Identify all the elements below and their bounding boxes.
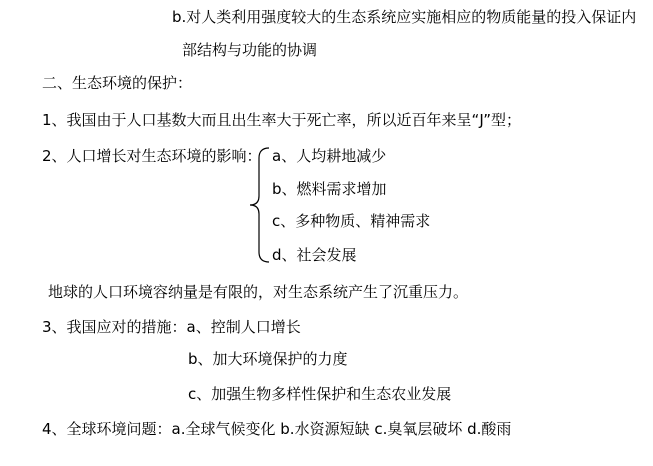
curly-brace	[247, 146, 271, 264]
intro-b-line-2: 部结构与功能的协调	[182, 41, 318, 59]
point-2-item-a: a、人均耕地减少	[272, 147, 387, 165]
point-3-item-c: c、加强生物多样性保护和生态农业发展	[188, 385, 452, 403]
point-1: 1、我国由于人口基数大而且出生率大于死亡率，所以近百年来呈“J”型；	[42, 111, 522, 129]
point-2-item-b: b、燃料需求增加	[272, 180, 387, 198]
point-4: 4、全球环境问题：a.全球气候变化 b.水资源短缺 c.臭氧层破坏 d.酸雨	[42, 420, 512, 438]
point-2-lead: 2、人口增长对生态环境的影响：	[42, 147, 262, 165]
point-2-item-c: c、多种物质、精神需求	[272, 212, 431, 230]
capacity-note: 地球的人口环境容纳量是有限的，对生态系统产生了沉重压力。	[48, 283, 469, 301]
intro-b-line-1: b.对人类利用强度较大的生态系统应实施相应的物质能量的投入保证内	[172, 8, 637, 26]
section-two-heading: 二、生态环境的保护：	[42, 74, 193, 92]
point-3-item-b: b、加大环境保护的力度	[188, 350, 348, 368]
point-3-lead: 3、我国应对的措施：a、控制人口增长	[42, 318, 301, 336]
point-2-item-d: d、社会发展	[272, 246, 357, 264]
